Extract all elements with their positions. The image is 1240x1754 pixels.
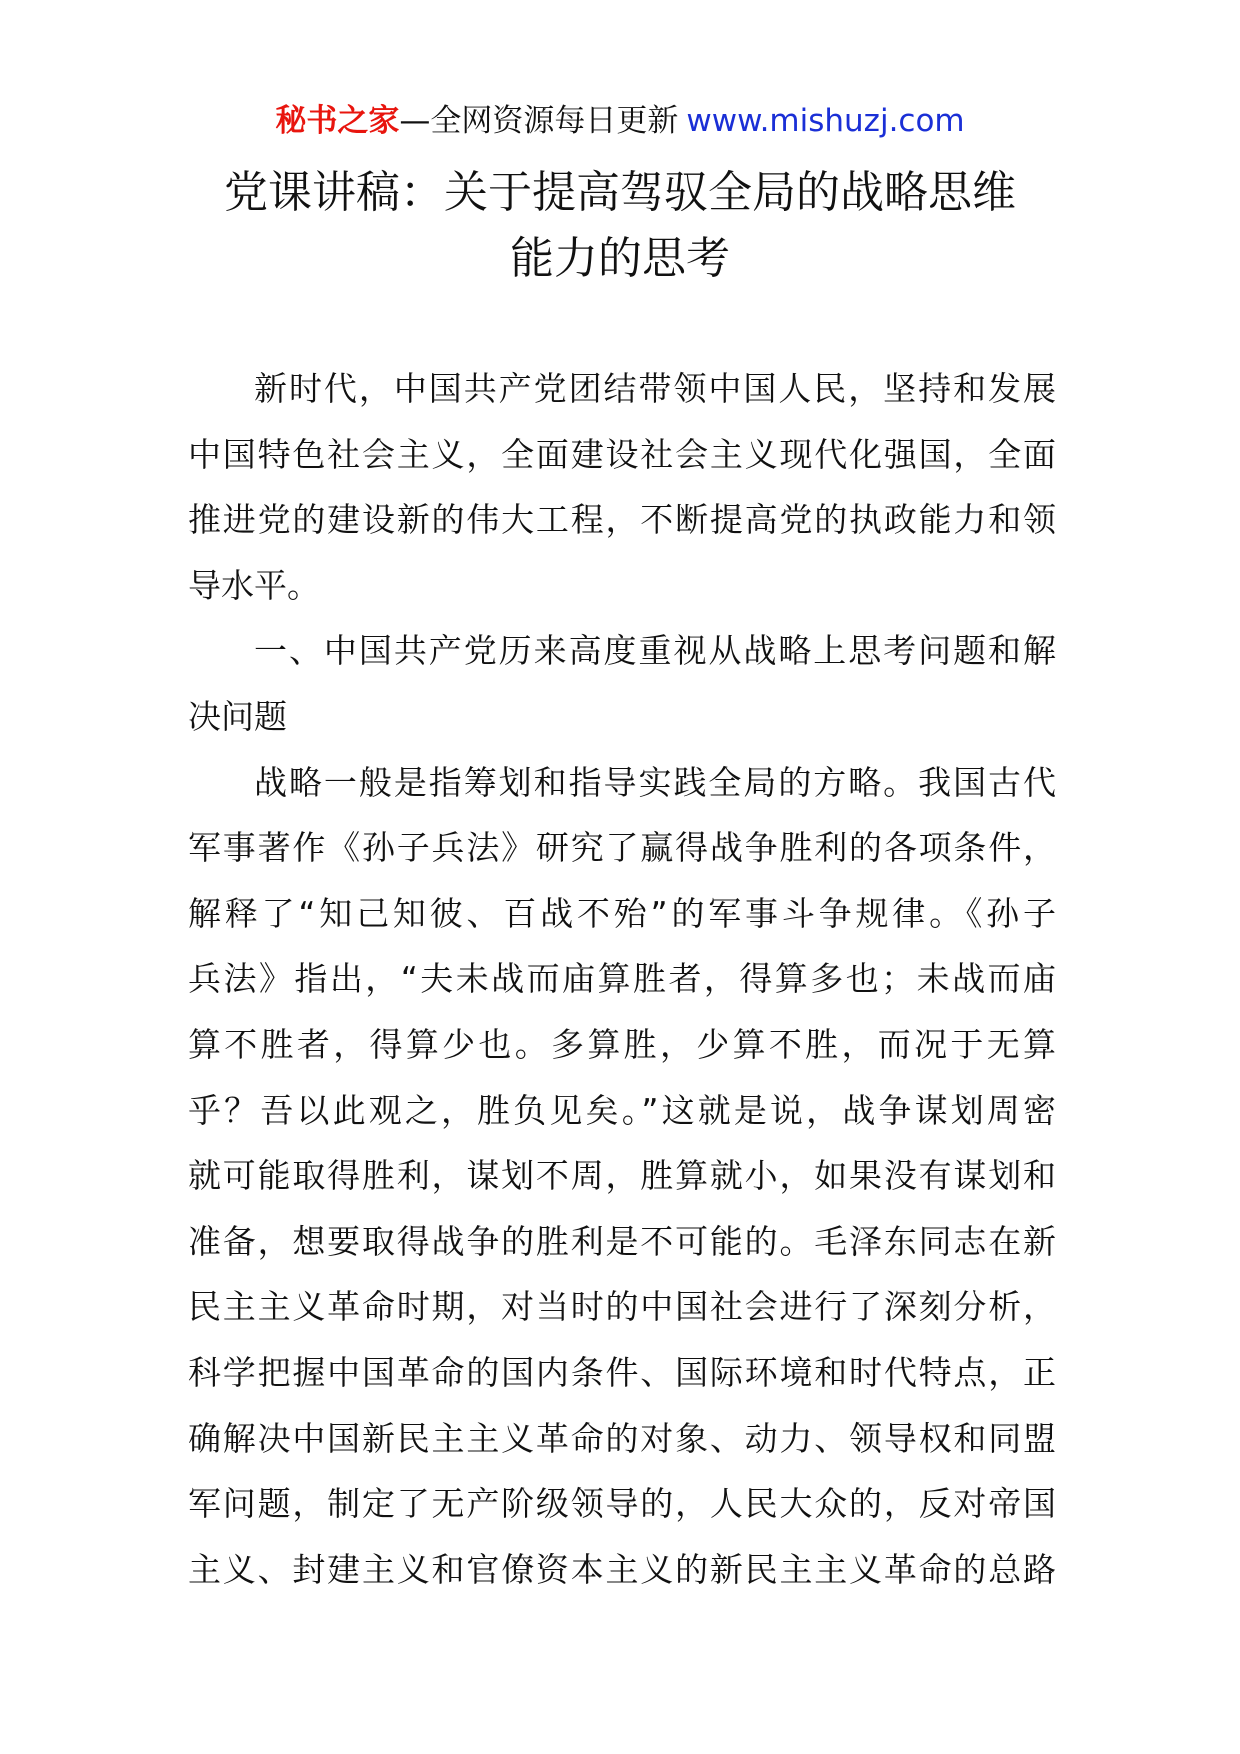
site-url-link[interactable]: www.mishuzj.com [686, 103, 965, 139]
text-line: 军事著作《孙子兵法》研究了赢得战争胜利的各项条件， [188, 828, 1056, 868]
text-line: 一、中国共产党历来高度重视从战略上思考问题和解 [254, 631, 1056, 671]
text-line: 确解决中国新民主主义革命的对象、动力、领导权和同盟 [188, 1418, 1056, 1458]
document-title [160, 160, 1080, 292]
title-line: 党课讲稿：关于提高驾驭全局的战略思维 [224, 167, 1016, 218]
text-line: 就可能取得胜利，谋划不周，胜算就小，如果没有谋划和 [188, 1156, 1056, 1196]
text-line: 解释了“知己知彼、百战不殆”的军事斗争规律。《孙子 [188, 893, 1056, 933]
text-line: 主义、封建主义和官僚资本主义的新民主主义革命的总路 [188, 1549, 1056, 1589]
text-line: 新时代，中国共产党团结带领中国人民，坚持和发展 [254, 369, 1056, 408]
text-line: 决问题 [188, 696, 287, 736]
text-line: 兵法》指出，“夫未战而庙算胜者，得算多也；未战而庙 [188, 959, 1056, 999]
text-line: 科学把握中国革命的国内条件、国际环境和时代特点，正 [188, 1352, 1056, 1392]
text-line: 推进党的建设新的伟大工程，不断提高党的执政能力和领 [188, 500, 1056, 540]
brand-name: 秘书之家 [275, 103, 400, 139]
document-body [188, 356, 1056, 1602]
text-line: 算不胜者，得算少也。多算胜，少算不胜，而况于无算 [188, 1024, 1056, 1064]
text-line: 民主主义革命时期，对当时的中国社会进行了深刻分析， [188, 1287, 1056, 1327]
title-line: 能力的思考 [510, 233, 730, 284]
site-header [0, 100, 1240, 142]
text-line: 军问题，制定了无产阶级领导的，人民大众的，反对帝国 [188, 1484, 1056, 1524]
section-heading-1 [188, 618, 1056, 749]
header-tagline: —全网资源每日更新 [399, 103, 679, 139]
text-line: 乎？吾以此观之，胜负见矣。”这就是说，战争谋划周密 [188, 1090, 1056, 1130]
paragraph-intro [188, 356, 1056, 618]
text-line: 导水平。 [188, 565, 320, 605]
text-line: 准备，想要取得战争的胜利是不可能的。毛泽东同志在新 [188, 1221, 1056, 1261]
text-line: 战略一般是指筹划和指导实践全局的方略。我国古代 [254, 762, 1056, 802]
text-line: 中国特色社会主义，全面建设社会主义现代化强国，全面 [188, 434, 1056, 474]
paragraph-strategy [188, 750, 1056, 1603]
